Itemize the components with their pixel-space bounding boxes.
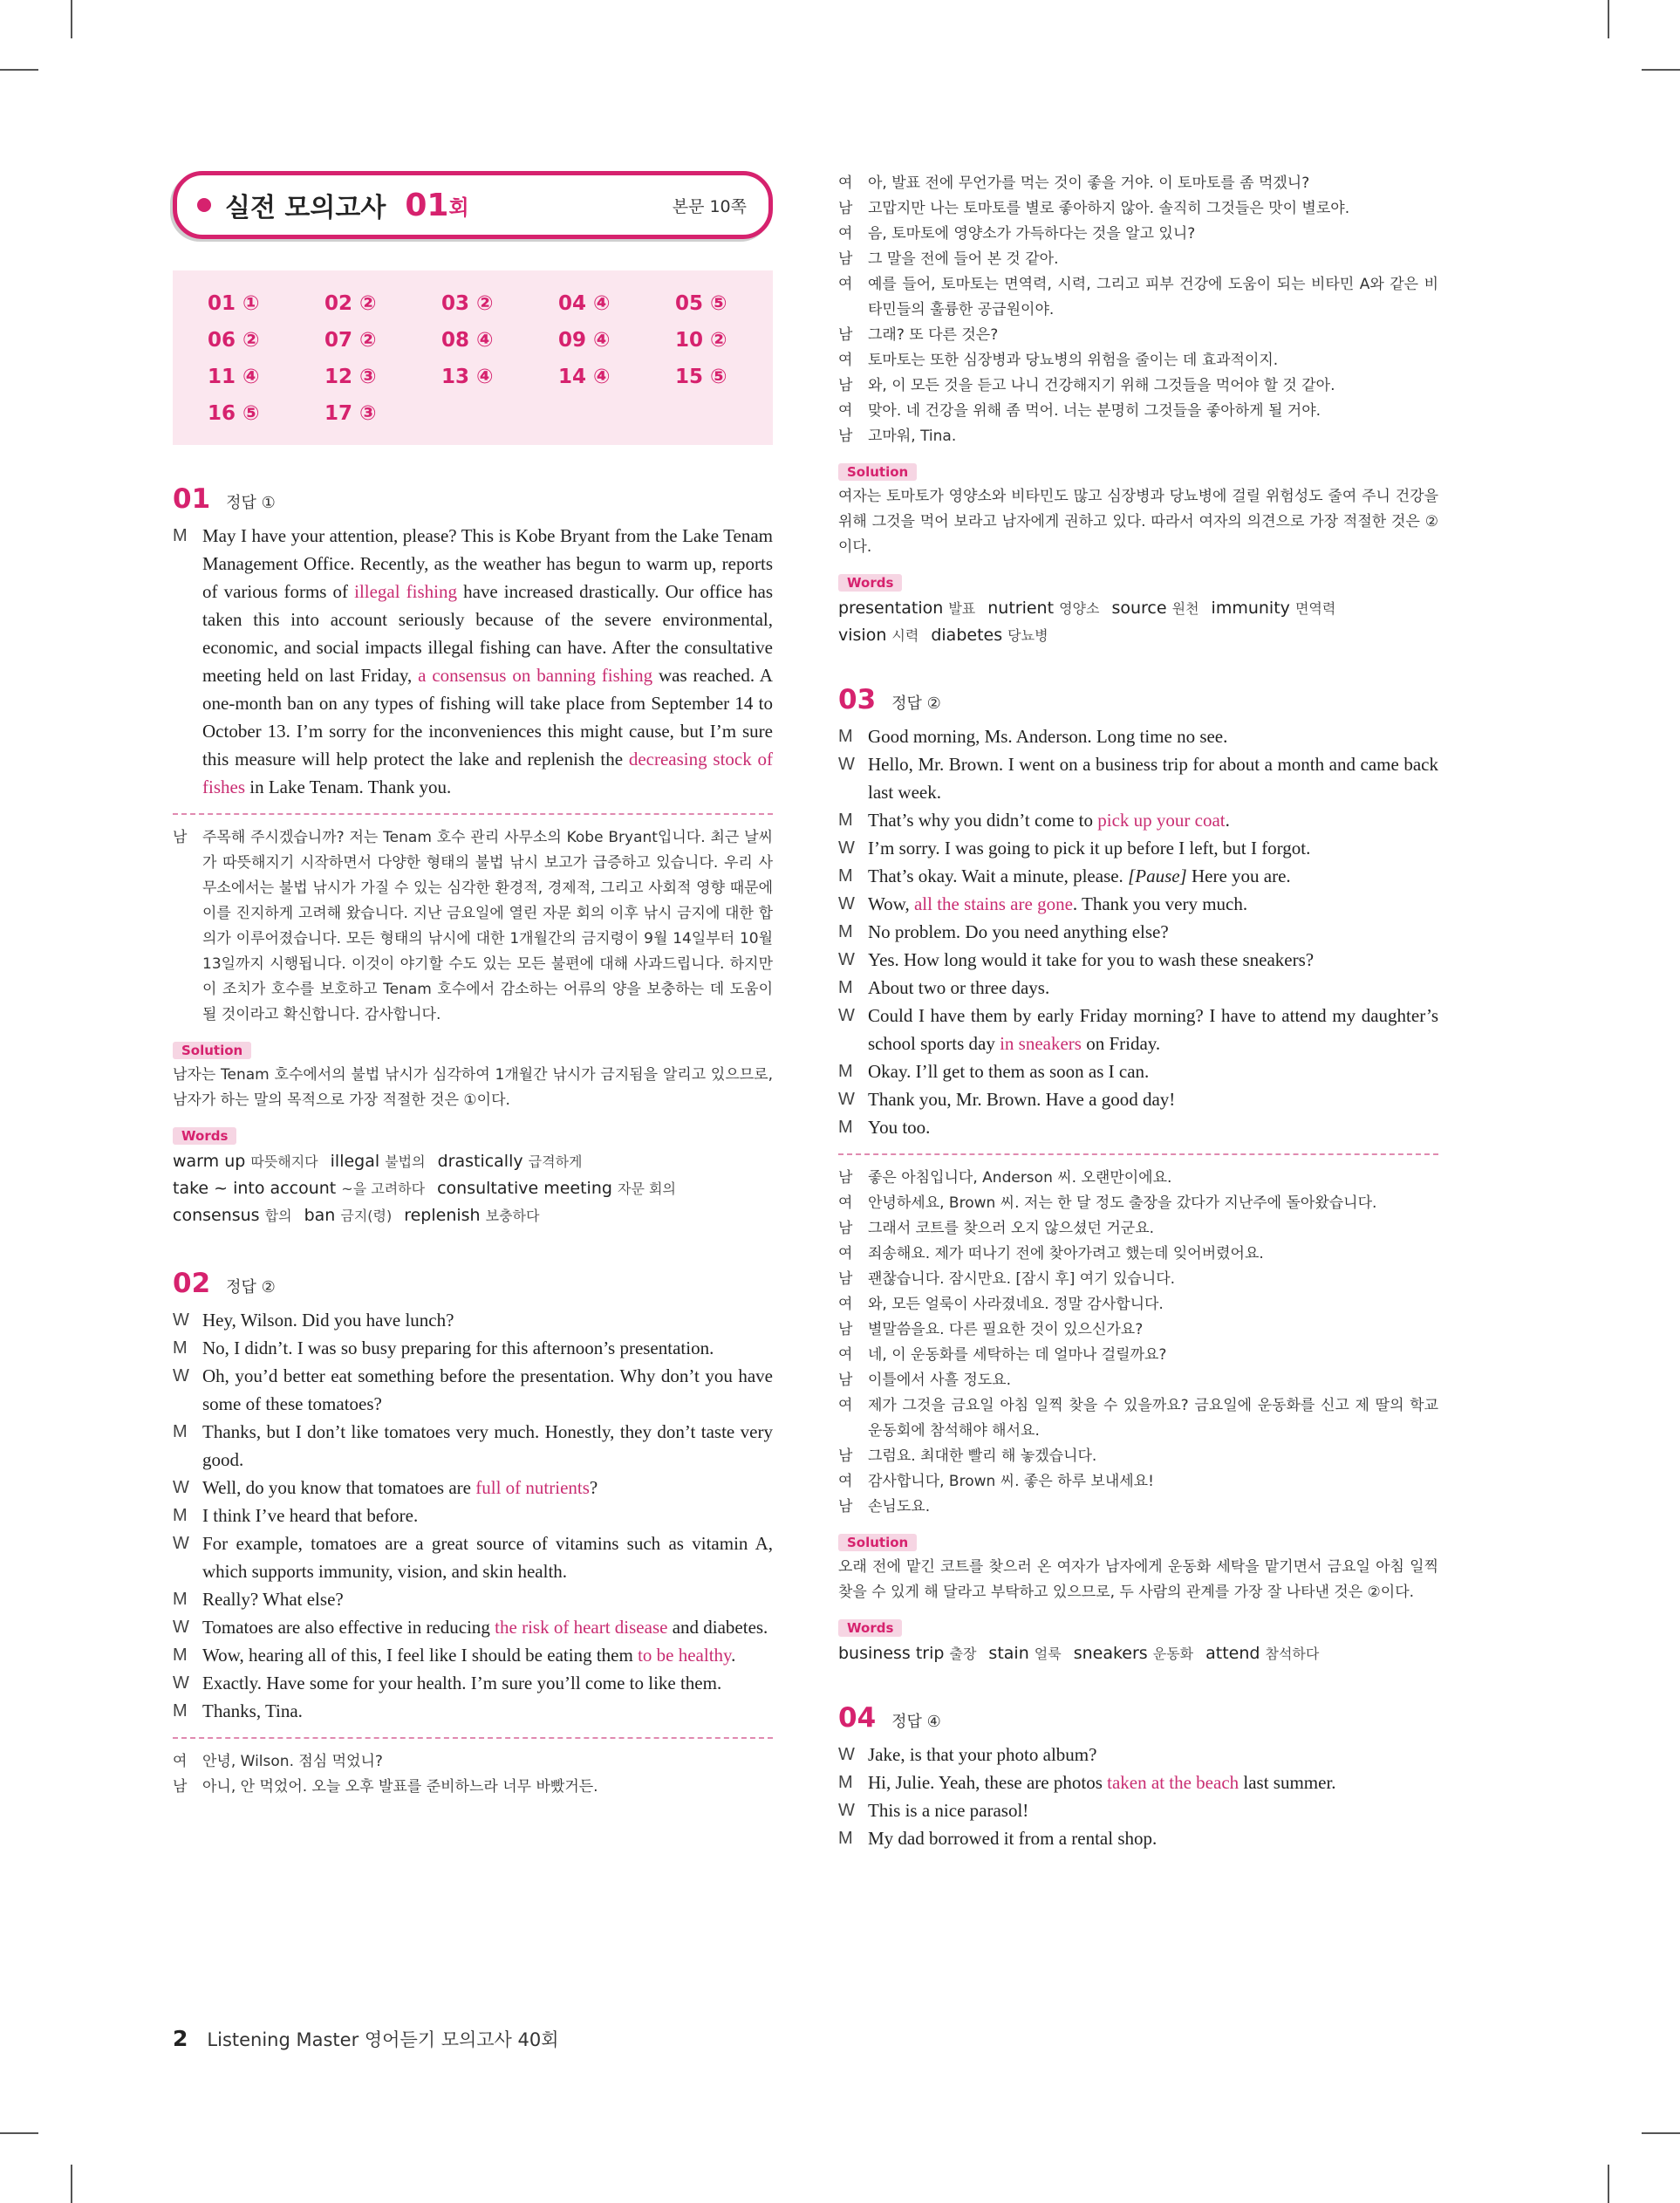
translation-line: 여 예를 들어, 토마토는 면역력, 시력, 그리고 피부 건강에 도움이 되는 비타민 A와 같은 비타민들의 훌륭한 공급원이야.: [838, 276, 1438, 318]
dashed-divider: [173, 813, 773, 815]
speaker-label: 남: [173, 829, 188, 846]
dialogue-line: M I think I’ve heard that before.: [173, 1505, 419, 1526]
page-footer: [173, 2026, 559, 2052]
answer-item: 09 ④: [558, 329, 611, 352]
page-number: 2: [173, 2026, 188, 2051]
solution-tag: Solution: [173, 1042, 251, 1059]
translation-line: 남 그래서 코트를 찾으러 오지 않으셨던 거군요.: [838, 1220, 1155, 1237]
translation-line: 남 고맙지만 나는 토마토를 별로 좋아하지 않아. 솔직히 그것들은 맛이 별로야.: [838, 200, 1350, 217]
dialogue-line: M You too.: [838, 1117, 931, 1138]
dialogue-line: W Exactly. Have some for your health. I’m sure you’ll come to like them.: [173, 1673, 722, 1693]
dialogue-line: M Okay. I’ll get to them as soon as I can.: [838, 1061, 1150, 1082]
translation-line: 여 안녕, Wilson. 점심 먹었니?: [173, 1753, 383, 1770]
crop-mark: [1608, 2165, 1609, 2203]
dialogue-line: W Well, do you know that tomatoes are full of nutrients?: [173, 1477, 598, 1498]
translation-line: 여 감사합니다, Brown 씨. 좋은 하루 보내세요!: [838, 1473, 1154, 1490]
translation-line: 여 죄송해요. 제가 떠나기 전에 찾아가려고 했는데 잊어버렸어요.: [838, 1245, 1264, 1262]
answer-item: 14 ④: [558, 366, 611, 388]
translation-line: 여 안녕하세요, Brown 씨. 저는 한 달 정도 출장을 갔다가 지난주에 돌아왔습니다.: [838, 1194, 1377, 1212]
dialogue-line: W Tomatoes are also effective in reducing the risk of heart disease and diabetes.: [173, 1617, 768, 1638]
translation-line: 남 그럼요. 최대한 빨리 해 놓겠습니다.: [838, 1447, 1097, 1465]
translation-line: 여 아, 발표 전에 무언가를 먹는 것이 좋을 거야. 이 토마토를 좀 먹겠니?: [838, 174, 1310, 192]
translation-text: 주목해 주시겠습니까? 저는 Tenam 호수 관리 사무소의 Kobe Bryant입니다. 최근 날씨가 따뜻해지기 시작하면서 다양한 형태의 불법 낚시 보고가 급증하고 있습니다. 우리 사무소에서는 불법 낚시가 가질 수 있는 심각한 환경적, 경제적, 그리고 사회적 영향 때문에 이를 진지하게 고려해 왔습니다. 지난 금요일에 열린 자문 회의 이후 낚시 금지에 대한 합의가 이루어졌습니다. 모든 형태의 낚시에 대한 1개월간의 금지령이 9월 14일부터 10월 13일까지 시행됩니다. 이것이 야기할 수도 있는 모든 불편에 대해 사과드립니다. 하지만 이 조치가 호수를 보호하고 Tenam 호수에서 감소하는 어류의 양을 보충하는 데 도움이 될 것이라고 확신합니다. 감사합니다.: [202, 829, 773, 1023]
translation-line: 남 별말씀을요. 다른 필요한 것이 있으신가요?: [838, 1321, 1144, 1338]
solution-tag: Solution: [838, 1534, 917, 1551]
correct-answer: 정답 ①: [226, 494, 276, 512]
dialogue-line: M Good morning, Ms. Anderson. Long time no see.: [838, 726, 1228, 747]
dialogue-line: M That’s okay. Wait a minute, please. [Pause] Here you are.: [838, 865, 1291, 886]
translation-line: 여 와, 모든 얼룩이 사라졌네요. 정말 감사합니다.: [838, 1296, 1164, 1313]
test-round-suffix: 회: [448, 195, 469, 220]
dialogue-line: W Hello, Mr. Brown. I went on a business trip for about a month and came back last week.: [838, 754, 1438, 803]
answer-item: 04 ④: [558, 292, 611, 315]
crop-mark: [71, 2165, 72, 2203]
dialogue-line: M That’s why you didn’t come to pick up your coat.: [838, 810, 1230, 831]
translation-line: 여 맞아. 네 건강을 위해 좀 먹어. 너는 분명히 그것들을 좋아하게 될 거야.: [838, 402, 1321, 420]
words-tag: Words: [173, 1127, 236, 1145]
dialogue-line: M No problem. Do you need anything else?: [838, 921, 1169, 942]
question-01: [173, 483, 773, 1229]
dialogue-line: M Thanks, but I don’t like tomatoes very much. Honestly, they don’t taste very good.: [173, 1421, 773, 1470]
answer-item: 16 ⑤: [208, 402, 260, 425]
dialogue-line: M Hi, Julie. Yeah, these are photos taken at the beach last summer.: [838, 1772, 1336, 1793]
question-number: 04: [838, 1702, 877, 1734]
solution-text: 오래 전에 맡긴 코트를 찾으러 온 여자가 남자에게 운동화 세탁을 맡기면서 금요일 아침 일찍 찾을 수 있게 해 달라고 부탁하고 있으므로, 두 사람의 관계를 가장 잘 나타낸 것은 ②이다.: [838, 1558, 1438, 1601]
translation-line: 여 음, 토마토에 영양소가 가득하다는 것을 알고 있니?: [838, 225, 1196, 243]
translation-line: 여 제가 그것을 금요일 아침 일찍 찾을 수 있을까요? 금요일에 운동화를 신고 제 딸의 학교 운동회에 참석해야 해서요.: [838, 1397, 1438, 1440]
answer-item: 17 ③: [324, 402, 377, 425]
crop-mark: [1642, 69, 1680, 71]
dialogue-line: W Jake, is that your photo album?: [838, 1744, 1097, 1765]
dashed-divider: [838, 1153, 1438, 1155]
dialogue-line: M No, I didn’t. I was so busy preparing for this afternoon’s presentation.: [173, 1338, 714, 1358]
translation-line: 남 그 말을 전에 들어 본 것 같아.: [838, 250, 1059, 268]
dialogue-line: M My dad borrowed it from a rental shop.: [838, 1828, 1158, 1849]
word-list: warm up 따뜻해지다 illegal 불법의 drastically 급격하게 take ~ into account ~을 고려하다 consultative meeting 자문 회의 consensus 합의 ban 금지(령) replenish 보충하다: [173, 1152, 676, 1225]
question-number: 03: [838, 684, 877, 715]
words-tag: Words: [838, 1619, 902, 1637]
answer-item: 01 ①: [208, 292, 260, 315]
translation-line: 남 좋은 아침입니다, Anderson 씨. 오랜만이에요.: [838, 1169, 1172, 1187]
answer-item: 06 ②: [208, 329, 260, 352]
solution-text: 남자는 Tenam 호수에서의 불법 낚시가 심각하여 1개월간 낚시가 금지됨을 알리고 있으므로, 남자가 하는 말의 목적으로 가장 적절한 것은 ①이다.: [173, 1066, 773, 1109]
question-02: [173, 1268, 773, 1800]
dialogue-line: W This is a nice parasol!: [838, 1800, 1029, 1821]
test-number: 01: [405, 187, 449, 223]
dialogue-line: W I’m sorry. I was going to pick it up before I left, but I forgot.: [838, 838, 1311, 859]
dialogue-line: M Wow, hearing all of this, I feel like I should be eating them to be healthy.: [173, 1645, 736, 1666]
dialogue-line: M Thanks, Tina.: [173, 1700, 303, 1721]
crop-mark: [0, 69, 38, 71]
correct-answer: 정답 ②: [226, 1278, 276, 1296]
answer-item: 15 ⑤: [675, 366, 727, 388]
answer-key: [173, 270, 773, 445]
dialogue-line: W Hey, Wilson. Did you have lunch?: [173, 1310, 454, 1331]
page-reference: 본문 10쪽: [672, 196, 747, 216]
question-number: 02: [173, 1268, 211, 1299]
answer-item: 10 ②: [675, 329, 727, 352]
dialogue-line: M About two or three days.: [838, 977, 1050, 998]
dialogue-line: W Oh, you’d better eat something before the presentation. Why don’t you have some of these tomatoes?: [173, 1365, 773, 1414]
dialogue-line: W Thank you, Mr. Brown. Have a good day!: [838, 1089, 1176, 1110]
dialogue-line: W Yes. How long would it take for you to wash these sneakers?: [838, 949, 1315, 970]
answer-item: 08 ④: [441, 329, 494, 352]
translation-line: [173, 825, 773, 1028]
dialogue-line: M Really? What else?: [173, 1589, 344, 1610]
translation-line: 남 괜찮습니다. 잠시만요. [잠시 후] 여기 있습니다.: [838, 1270, 1176, 1288]
dialogue-line: W For example, tomatoes are a great source of vitamins such as vitamin A, which supports immunity, vision, and skin health.: [173, 1533, 773, 1582]
crop-mark: [1642, 2132, 1680, 2134]
answer-item: 12 ③: [324, 366, 377, 388]
translation-line: 남 손님도요.: [838, 1498, 931, 1515]
solution-text: 여자는 토마토가 영양소와 비타민도 많고 심장병과 당뇨병에 걸릴 위험성도 줄여 주니 건강을 위해 그것을 먹어 보라고 남자에게 권하고 있다. 따라서 여자의 의견으로 가장 적절한 것은 ②이다.: [838, 488, 1438, 556]
translation-line: 여 토마토는 또한 심장병과 당뇨병의 위험을 줄이는 데 효과적이지.: [838, 352, 1279, 369]
word-list: business trip 출장 stain 얼룩 sneakers 운동화 attend 참석하다: [838, 1644, 1320, 1663]
answer-item: 07 ②: [324, 329, 377, 352]
translation-line: 여 네, 이 운동화를 세탁하는 데 얼마나 걸릴까요?: [838, 1346, 1167, 1364]
right-column: [838, 171, 1438, 1852]
correct-answer: 정답 ②: [891, 694, 941, 713]
book-title: Listening Master 영어듣기 모의고사 40회: [207, 2029, 559, 2050]
word-list: presentation 발표 nutrient 영양소 source 원천 immunity 면역력 vision 시력 diabetes 당뇨병: [838, 599, 1336, 645]
translation-line: 남 와, 이 모든 것을 듣고 나니 건강해지기 위해 그것들을 먹어야 할 것 같아.: [838, 377, 1335, 394]
script-line: M May I have your attention, please? This is Kobe Bryant from the Lake Tenam Management Office. Recently, as the weather has begun to warm up, reports of various forms of illegal fishing have increased drastically. Our office has taken this into account seriously because of the severe environmental, economic, and social impacts illegal fishing can have. After the consultative meeting held on last Friday, a consensus on banning fishing was reached. A one-month ban on any types of fishing will take place from September 14 to October 13. I’m sorry for the inconveniences this might cause, but I’m sure this measure will help protect the lake and replenish the decreasing stock of fishes in Lake Tenam. Thank you.: [173, 522, 773, 801]
left-column: [173, 171, 773, 1800]
translation-line: 남 이틀에서 사흘 정도요.: [838, 1372, 1012, 1389]
translation-line: 남 고마워, Tina.: [838, 428, 957, 445]
solution-tag: Solution: [838, 463, 917, 481]
answer-item: 05 ⑤: [675, 292, 727, 315]
test-title: 실전 모의고사: [225, 193, 386, 223]
dashed-divider: [173, 1737, 773, 1739]
test-title-box: [173, 171, 773, 239]
correct-answer: 정답 ④: [891, 1713, 941, 1731]
crop-mark: [71, 0, 72, 38]
answer-item: 02 ②: [324, 292, 377, 315]
answer-item: 03 ②: [441, 292, 494, 315]
answer-item: 11 ④: [208, 366, 260, 388]
crop-mark: [1608, 0, 1609, 38]
speaker-label: M: [173, 526, 188, 545]
words-tag: Words: [838, 574, 902, 592]
answer-item: 13 ④: [441, 366, 494, 388]
question-03: [838, 684, 1438, 1667]
translation-line: 남 그래? 또 다른 것은?: [838, 326, 999, 344]
question-04: [838, 1702, 1438, 1852]
question-number: 01: [173, 483, 211, 515]
translation-line: 남 아니, 안 먹었어. 오늘 오후 발표를 준비하느라 너무 바빴거든.: [173, 1778, 598, 1796]
dialogue-line: W Wow, all the stains are gone. Thank you very much.: [838, 893, 1248, 914]
dialogue-line: W Could I have them by early Friday morning? I have to attend my daughter’s school sports day in sneakers on Friday.: [838, 1005, 1438, 1054]
crop-mark: [0, 2132, 38, 2134]
bullet-icon: [197, 198, 211, 212]
